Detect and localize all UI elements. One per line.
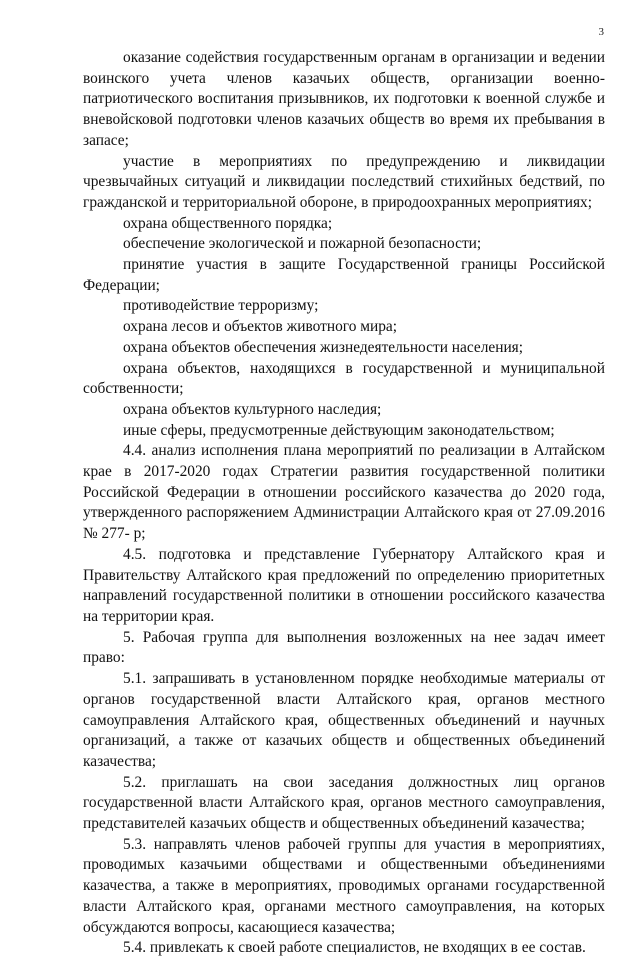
paragraph: 5.2. приглашать на свои заседания должностных лиц органов государственной власти Алтайского края, органов местного самоуправления, представителей казачьих обществ и общественных объединений казачества; — [83, 773, 605, 833]
paragraph: участие в мероприятиях по предупреждению и ликвидации чрезвычайных ситуаций и ликвидации последствий стихийных бедствий, по гражданской и территориальной обороне, в природоохранных мероприятиях; — [83, 152, 605, 211]
paragraph: 4.4. анализ исполнения плана мероприятий по реализации в Алтайском крае в 2017-2020 годах Стратегии развития государственной политики Российской Федерации в отношении российского казачества до 2020 года, утвержденного распоряжением Администрации Алтайского края от 27.09.2016 № 277- р; — [83, 442, 605, 543]
paragraph: охрана объектов культурного наследия; — [123, 400, 382, 418]
paragraph: 4.5. подготовка и представление Губернатору Алтайского края и Правительству Алтайского края предложений по определению приоритетных направлений государственной политики в отношении российского казачества на территории края. — [83, 545, 605, 625]
paragraph: противодействие терроризму; — [123, 297, 319, 315]
paragraph: обеспечение экологической и пожарной безопасности; — [123, 235, 482, 253]
paragraph: 5.1. запрашивать в установленном порядке необходимые материалы от органов государственной власти Алтайского края, органов местного самоуправления Алтайского края, общественных объединений и научных организаций, а также от казачьих обществ и общественных объединений казачества; — [83, 670, 605, 770]
paragraph: охрана лесов и объектов животного мира; — [123, 318, 398, 336]
paragraph: оказание содействия государственным органам в организации и ведении воинского учета членов казачьих обществ, организации военно-патриотического воспитания призывников, их подготовки к военной службе и вневойсковой подготовки членов казачьих обществ во время их пребывания в запасе; — [83, 49, 605, 149]
paragraph: 5. Рабочая группа для выполнения возложенных на нее задач имеет право: — [83, 628, 605, 667]
paragraph: принятие участия в защите Государственной границы Российской Федерации; — [83, 256, 605, 294]
paragraph: иные сферы, предусмотренные действующим законодательством; — [123, 421, 555, 439]
paragraph: 5.3. направлять членов рабочей группы для участия в мероприятиях, проводимых казачьими обществами и общественными объединениями казачества, а также в мероприятиях, проводимых органами государственной власти Алтайского края, органами местного самоуправления, на которых обсуждаются вопросы, касающиеся казачества; — [83, 835, 605, 936]
paragraph: охрана объектов обеспечения жизнедеятельности населения; — [123, 338, 524, 356]
page-number: 3 — [598, 26, 604, 38]
document-body — [83, 48, 605, 959]
paragraph: охрана общественного порядка; — [123, 214, 333, 232]
paragraph: 5.4. привлекать к своей работе специалистов, не входящих в ее состав. — [123, 939, 586, 957]
paragraph: охрана объектов, находящихся в государственной и муниципальной собственности; — [83, 359, 605, 398]
